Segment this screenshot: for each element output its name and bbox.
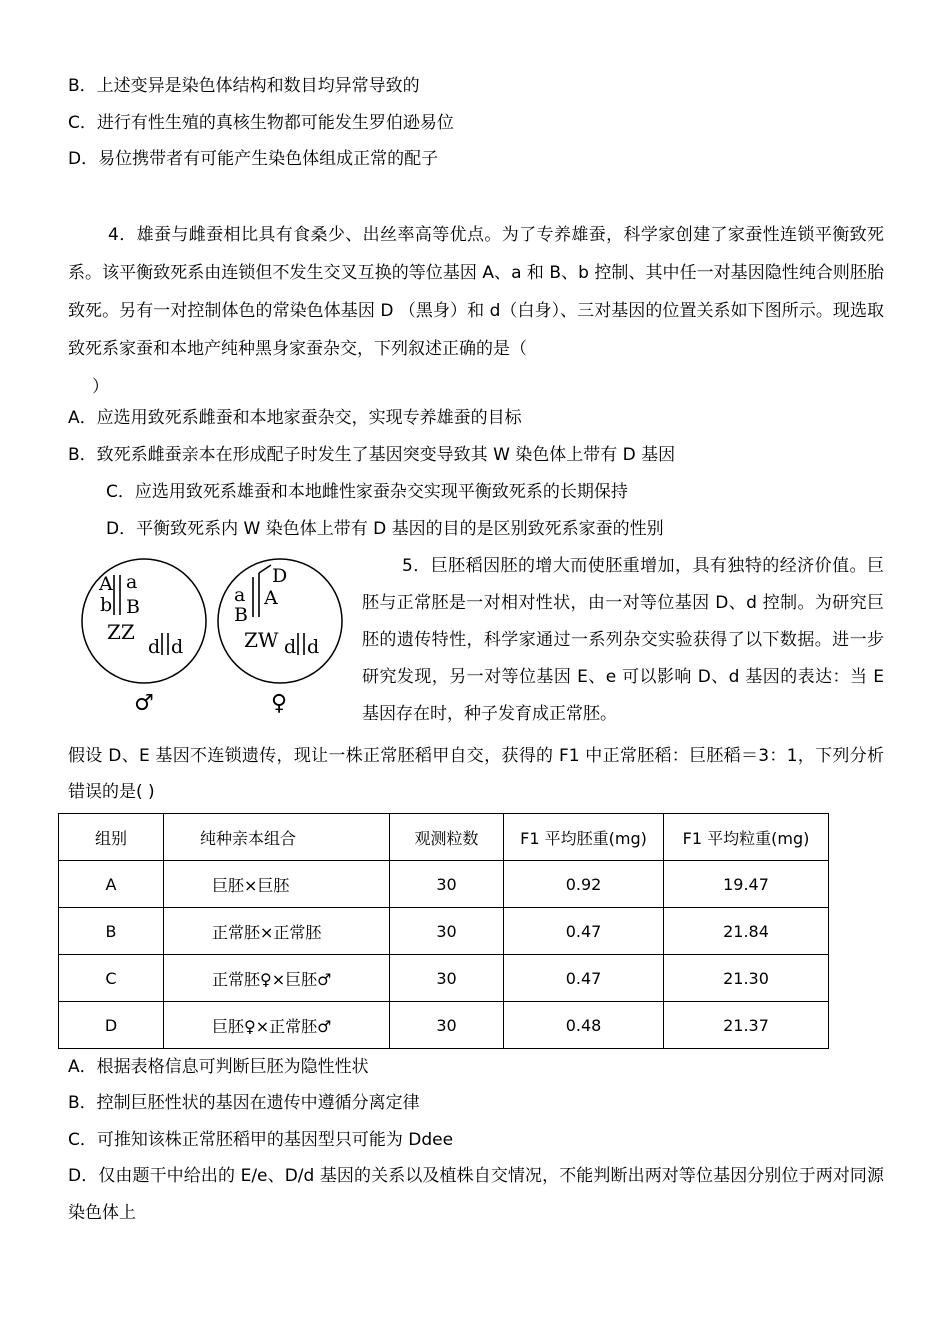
female-label-B: B	[234, 604, 248, 626]
data-table	[58, 813, 829, 1049]
table-row	[59, 908, 829, 955]
q4-stem	[68, 216, 884, 406]
cell-embryo-weight: 0.47	[504, 908, 664, 955]
female-symbol: ♀	[271, 691, 288, 716]
male-label-B: B	[126, 596, 140, 618]
q5-stem-right: 5．巨胚稻因胚的增大而使胚重增加，具有独特的经济价值。巨胚与正常胚是一对相对性状，由一对等位基因 D、d 控制。为研究巨胚的遗传特性，科学家通过一系列杂交实验获得了以下数据。进一步研究发现，另一对等位基因 E、e 可以影响 D、d 基因的表达：当 E 基因存在时，种子发育成正常胚。	[362, 556, 884, 724]
cell-grain-weight: 21.30	[664, 955, 829, 1002]
male-label-A: A	[99, 573, 113, 595]
cell-group: C	[59, 955, 164, 1002]
cell-group: A	[59, 861, 164, 908]
q3-option-d: D．易位携带者有可能产生染色体组成正常的配子	[68, 149, 439, 169]
male-label-b: b	[100, 594, 113, 616]
male-label-ZZ: ZZ	[107, 620, 135, 644]
female-label-D: D	[272, 565, 288, 587]
q4-option-c: C．应选用致死系雄蚕和本地雌性家蚕杂交实现平衡致死系的长期保持	[106, 482, 628, 502]
q3-option-c: C．进行有性生殖的真核生物都可能发生罗伯逊易位	[68, 113, 454, 133]
chromosome-figure	[72, 555, 357, 720]
female-label-d2: d	[307, 636, 320, 658]
cell-count: 30	[390, 908, 504, 955]
cell-count: 30	[390, 861, 504, 908]
female-label-a: a	[234, 584, 246, 606]
female-cell-diagram	[218, 559, 342, 716]
q5-stem-full: 假设 D、E 基因不连锁遗传，现让一株正常胚稻甲自交，获得的 F1 中正常胚稻：巨胚稻＝3：1，下列分析错误的是( )	[68, 746, 884, 802]
q5-option-a: A．根据表格信息可判断巨胚为隐性性状	[68, 1057, 369, 1077]
cell-embryo-weight: 0.92	[504, 861, 664, 908]
table-row	[59, 1002, 829, 1049]
q5-option-b: B．控制巨胚性状的基因在遗传中遵循分离定律	[68, 1093, 420, 1113]
female-label-d1: d	[284, 636, 297, 658]
cell-grain-weight: 19.47	[664, 861, 829, 908]
q5-option-c: C．可推知该株正常胚稻甲的基因型只可能为 Ddee	[68, 1130, 454, 1150]
header-count: 观测粒数	[390, 814, 504, 861]
cell-grain-weight: 21.37	[664, 1002, 829, 1049]
cell-parents: 正常胚♀×巨胚♂	[164, 955, 390, 1002]
q3-option-b: B．上述变异是染色体结构和数目均异常导致的	[68, 76, 420, 96]
male-label-d2: d	[171, 636, 184, 658]
female-label-ZW: ZW	[244, 628, 279, 652]
table-row	[59, 861, 829, 908]
table-header-row	[59, 814, 829, 861]
female-label-A: A	[264, 587, 278, 609]
cell-count: 30	[390, 955, 504, 1002]
q5-option-d: D．仅由题干中给出的 E/e、D/d 基因的关系以及植株自交情况，不能判断出两对等位基因分别位于两对同源染色体上	[68, 1166, 884, 1223]
cell-group: D	[59, 1002, 164, 1049]
cell-embryo-weight: 0.48	[504, 1002, 664, 1049]
q4-option-b: B．致死系雌蚕亲本在形成配子时发生了基因突变导致其 W 染色体上带有 D 基因	[68, 445, 676, 465]
male-label-d1: d	[148, 636, 161, 658]
header-embryo-weight: F1 平均胚重(mg)	[504, 814, 664, 861]
q4-stem-end: ）	[92, 377, 109, 397]
male-symbol: ♂	[134, 691, 154, 716]
header-grain-weight: F1 平均粒重(mg)	[664, 814, 829, 861]
cell-count: 30	[390, 1002, 504, 1049]
cell-parents: 巨胚×巨胚	[164, 861, 390, 908]
q4-option-d: D．平衡致死系内 W 染色体上带有 D 基因的目的是区别致死系家蚕的性别	[106, 519, 664, 539]
q4-option-a: A．应选用致死系雌蚕和本地家蚕杂交，实现专养雄蚕的目标	[68, 408, 522, 428]
header-parents: 纯种亲本组合	[164, 814, 390, 861]
cell-group: B	[59, 908, 164, 955]
table-row	[59, 955, 829, 1002]
male-label-a: a	[126, 571, 138, 593]
q4-stem-text: 4．雄蚕与雌蚕相比具有食桑少、出丝率高等优点。为了专养雄蚕，科学家创建了家蚕性连锁平衡致死系。该平衡致死系由连锁但不发生交叉互换的等位基因 A、a 和 B、b 控制、其中任一对基因隐性纯合则胚胎致死。另有一对控制体色的常染色体基因 D （黑身）和 d（白身）、三对基因的位置关系如下图所示。现选取致死系家蚕和本地产纯种黑身家蚕杂交，下列叙述正确的是（	[68, 225, 884, 359]
header-group: 组别	[59, 814, 164, 861]
cell-grain-weight: 21.84	[664, 908, 829, 955]
cell-parents: 正常胚×正常胚	[164, 908, 390, 955]
cell-embryo-weight: 0.47	[504, 955, 664, 1002]
male-cell-diagram	[82, 559, 206, 716]
cell-parents: 巨胚♀×正常胚♂	[164, 1002, 390, 1049]
